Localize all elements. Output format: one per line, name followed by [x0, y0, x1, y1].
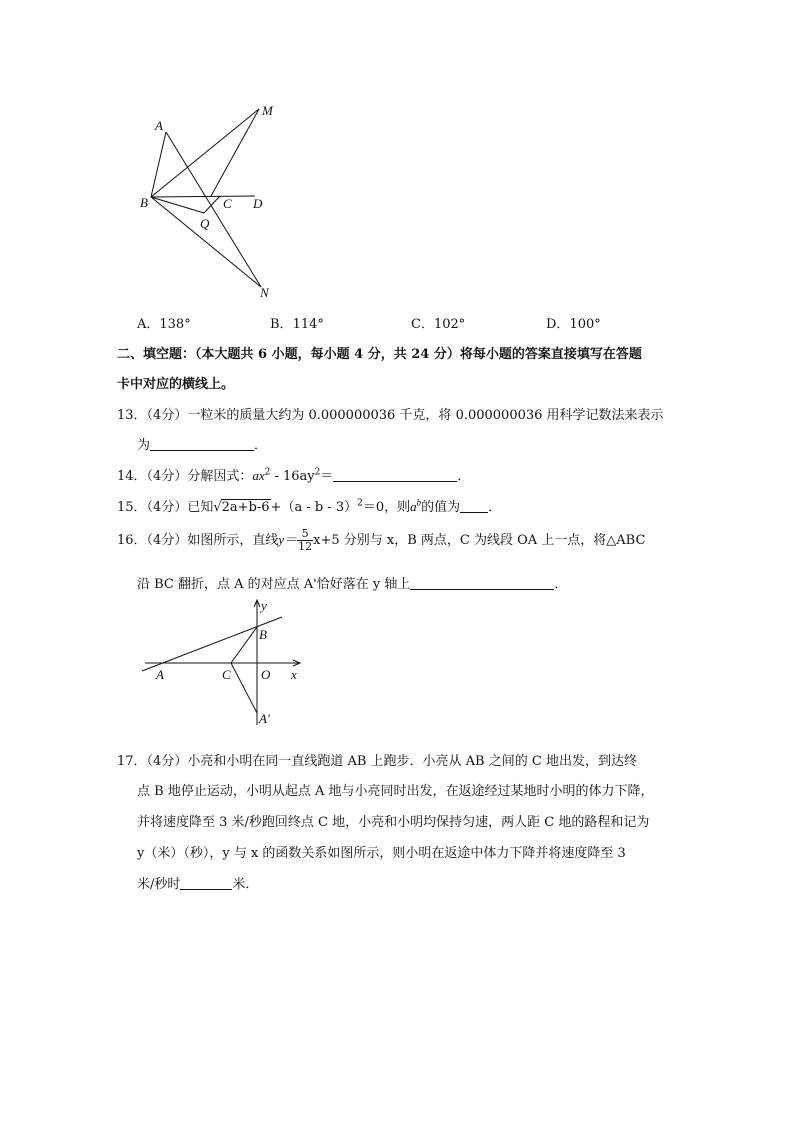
- question-14: 14．（4分）分解因式：$ax^2 - 16ay^2=$ ．: [117, 467, 471, 484]
- segment-an: [166, 132, 261, 287]
- question-15: 15．（4分）已知√2a+b-6+（a - b - 3）$^2$＝0，则$a^b$的值为 ．: [117, 497, 502, 515]
- segment-cb: [231, 627, 257, 663]
- label-q: Q: [200, 216, 210, 231]
- question-16-line1: 16．（4分）如图所示，直线y＝ $\frac{5}{12}$ x+5 分别与 x，B 两点，C 为线段 OA 上一点，将△ABC: [117, 527, 646, 553]
- section-heading-line2: 卡中对应的横线上。: [117, 377, 235, 392]
- coordinate-figure-16: [140, 595, 310, 735]
- label-c: C: [222, 667, 231, 682]
- label-x: x: [291, 667, 297, 682]
- answer-blank-14[interactable]: [333, 469, 457, 482]
- fraction-5-12: $\frac{5}{12}$: [298, 527, 313, 553]
- segment-bd: [151, 196, 255, 197]
- option-b: B．114°: [270, 317, 324, 332]
- radical-sign: √: [213, 500, 222, 515]
- segment-mc: [211, 109, 259, 196]
- label-n: N: [260, 285, 269, 300]
- question-17-line1: 17．（4分）小亮和小明在同一直线跑道 AB 上跑步．小亮从 AB 之间的 C 地出发，到达终: [117, 754, 637, 769]
- label-c: C: [223, 196, 232, 211]
- option-c: C．102°: [411, 317, 466, 332]
- label-a-prime: A': [259, 711, 270, 726]
- label-b: B: [140, 195, 148, 210]
- segment-bq: [151, 197, 204, 213]
- label-y: y: [261, 598, 267, 613]
- question-17-line5: 米/秒时 米．: [137, 877, 259, 892]
- answer-blank-13[interactable]: [150, 438, 254, 451]
- label-m: M: [262, 103, 273, 118]
- answer-blank-15[interactable]: [460, 500, 488, 513]
- label-d: D: [253, 196, 263, 211]
- question-16-line2: 沿 BC 翻折，点 A 的对应点 A'恰好落在 y 轴上 ．: [137, 577, 568, 592]
- segment-bm: [151, 109, 259, 197]
- answer-blank-17[interactable]: [180, 877, 232, 890]
- label-a: A: [156, 667, 164, 682]
- label-b: B: [259, 627, 267, 642]
- option-d: D．100°: [546, 317, 601, 332]
- answer-blank-16[interactable]: [410, 577, 554, 590]
- question-17-line4: y（米）（秒），y 与 x 的函数关系如图所示，则小明在返途中体力下降并将速度降至 3: [137, 846, 626, 861]
- geometry-figure-1: [130, 100, 300, 305]
- section-heading-line1: 二、填空题：（本大题共 6 小题，每小题 4 分，共 24 分）将每小题的答案直接填写在答题: [117, 347, 642, 362]
- question-17-line2: 点 B 地停止运动，小明从起点 A 地与小亮同时出发，在返途经过某地时小明的体力下降，: [137, 784, 654, 799]
- question-13-line1: 13．（4分）一粒米的质量大约为 0.000000036 千克，将 0.000000036 用科学记数法来表示: [117, 408, 664, 423]
- label-o: O: [261, 667, 271, 682]
- question-13-line2: 为 ．: [137, 438, 268, 453]
- option-a: A．138°: [137, 317, 191, 332]
- segment-ca-prime: [231, 663, 257, 713]
- label-a: A: [155, 118, 163, 133]
- question-17-line3: 并将速度降至 3 米/秒跑回终点 C 地，小亮和小明均保持匀速，两人距 C 地的路程和记为: [137, 815, 650, 830]
